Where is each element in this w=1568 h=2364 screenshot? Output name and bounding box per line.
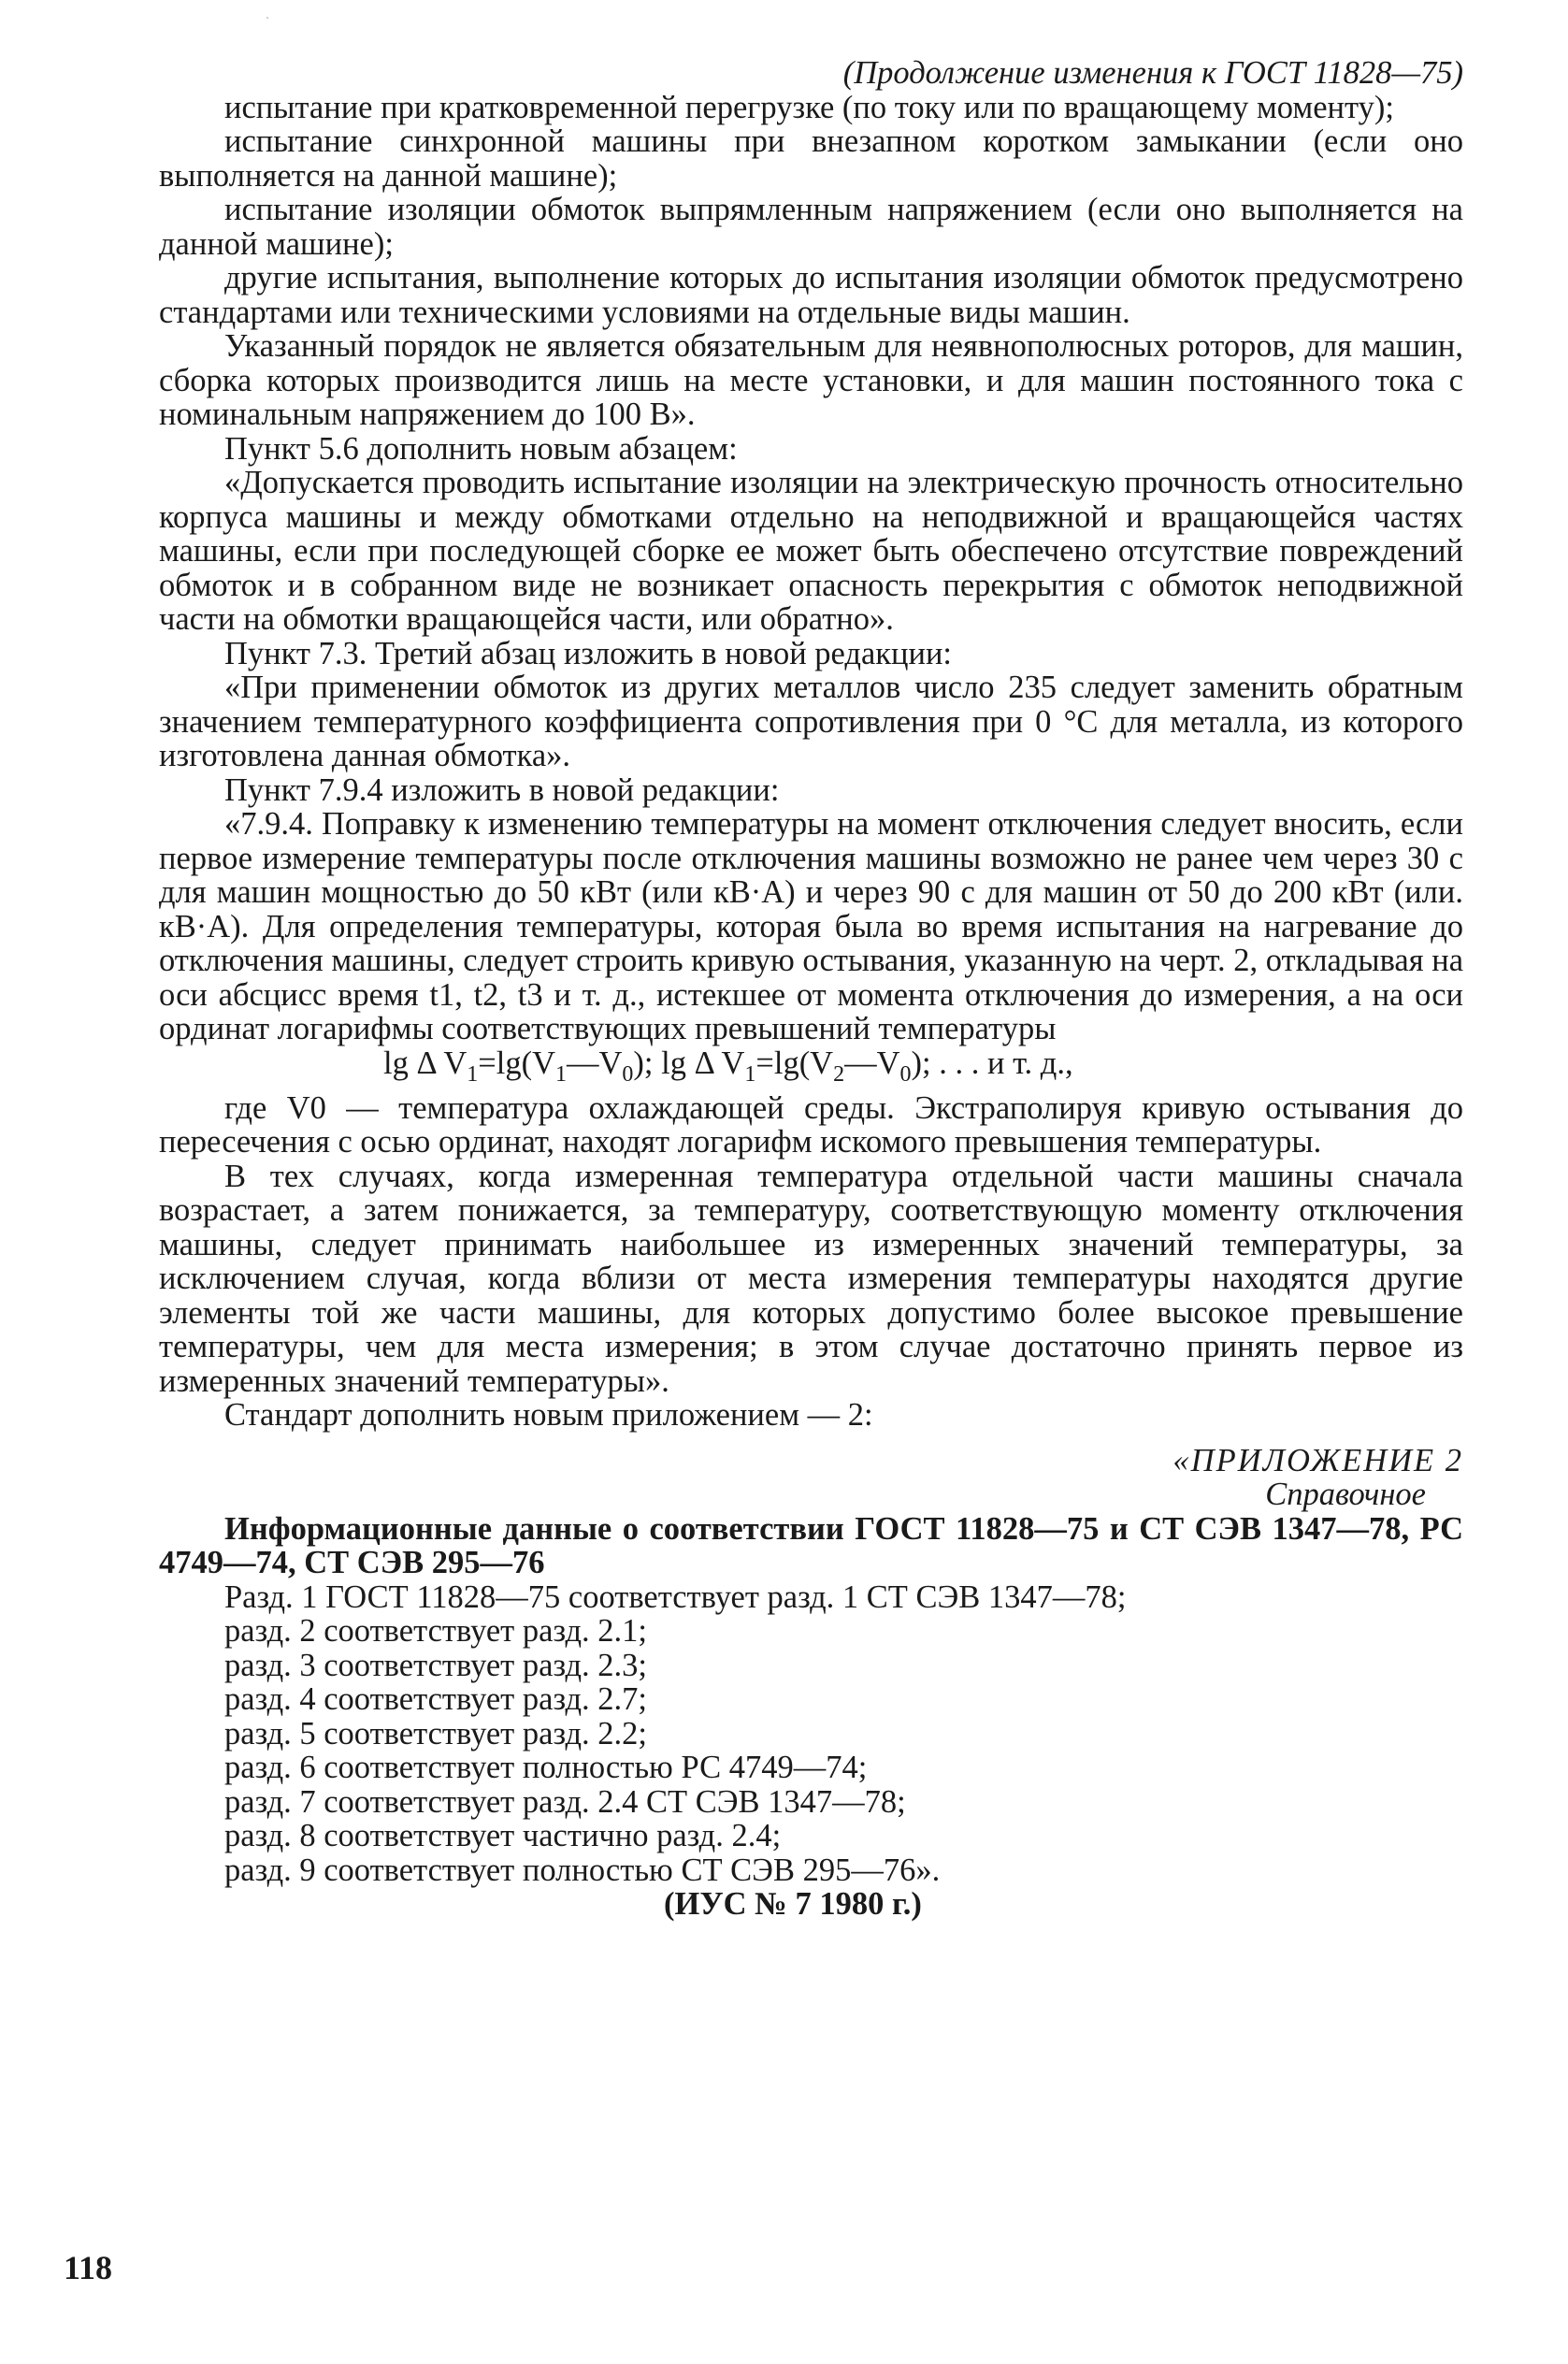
paragraph: «При применении обмоток из других металлов число 235 следует заменить обратным значением температурного коэффициента сопротивления при 0 °С для металла, из которого изготовлена данная обмотка». [159, 670, 1463, 773]
formula-subscript: 1 [467, 1061, 479, 1087]
paragraph: Пункт 7.9.4 изложить в новой редакции: [224, 771, 780, 808]
paragraph: испытание при кратковременной перегрузке (по току или по вращающему моменту); [224, 89, 1394, 125]
list-item: разд. 8 соответствует частично разд. 2.4; [224, 1818, 782, 1854]
appendix-label: «ПРИЛОЖЕНИЕ 2 [1172, 1442, 1463, 1478]
list-item: разд. 2 соответствует разд. 2.1; [224, 1613, 647, 1650]
list-item: разд. 6 соответствует полностью РС 4749—74; [224, 1750, 868, 1786]
continuation-header: (Продолжение изменения к ГОСТ 11828—75) [842, 55, 1463, 91]
formula-subscript: 1 [744, 1061, 756, 1087]
formula [159, 1046, 1463, 1091]
paragraph: «Допускается проводить испытание изоляции на электрическую прочность относительно корпуса машины и между обмотками отдельно на неподвижной и вращающейся частях машины, если при последующей сборке ее может быть обеспечено отсутствие повреждений обмоток и в собранном виде не возникает опасность перекрытия с обмоток неподвижной части на обмотки вращающейся части, или обратно». [159, 465, 1463, 637]
paragraph: В тех случаях, когда измеренная температура отдельной части машины сначала возрастает, а затем понижается, за температуру, соответствующую моменту отключения машины, следует принимать наибольшее из измеренных значений температуры, за исключением случая, когда вблизи от места измерения температуры находятся другие элементы той же части машины, для которых допустимо более высокое превышение температуры, чем для места измерения; в этом случае достаточно принять первое из измеренных значений температуры». [159, 1158, 1463, 1399]
formula-part: ); lg Δ V [633, 1045, 745, 1081]
appendix-list [159, 1580, 1463, 1888]
formula-part: =lg(V [478, 1045, 555, 1081]
list-item: разд. 7 соответствует разд. 2.4 СТ СЭВ 1347—78; [224, 1783, 906, 1820]
list-item: разд. 5 соответствует разд. 2.2; [224, 1715, 647, 1751]
list-item: Разд. 1 ГОСТ 11828—75 соответствует разд. 1 СТ СЭВ 1347—78; [224, 1578, 1127, 1615]
formula-part: —V [567, 1045, 623, 1081]
document-page [159, 56, 1463, 1922]
paragraph: Пункт 7.3. Третий абзац изложить в новой редакции: [224, 635, 953, 671]
source-reference: (ИУС № 7 1980 г.) [664, 1886, 922, 1923]
formula-subscript: 2 [833, 1061, 845, 1087]
formula-subscript: 1 [555, 1061, 567, 1087]
formula-part: —V [844, 1045, 900, 1081]
paragraph: другие испытания, выполнение которых до испытания изоляции обмоток предусмотрено стандартами или техническими условиями на отдельные виды машин. [159, 260, 1463, 330]
paragraph: испытание синхронной машины при внезапном коротком замыкании (если оно выполняется на данной машине); [159, 123, 1463, 194]
appendix-title: Информационные данные о соответствии ГОСТ 11828—75 и СТ СЭВ 1347—78, РС 4749—74, СТ СЭВ 295—76 [159, 1510, 1463, 1581]
scan-speck [266, 17, 268, 19]
paragraph: «7.9.4. Поправку к изменению температуры на момент отключения следует вносить, если первое измерение температуры после отключения машины возможно не ранее чем через 30 с для машин мощностью до 50 кВт (или кВ·А) и через 90 с для машин от 50 до 200 кВт (или. кВ·А). Для определения температуры, которая была во время испытания на нагревание до отключения машины, следует строить кривую остывания, указанную на черт. 2, откладывая на оси абсцисс время t1, t2, t3 и т. д., истекшее от момента отключения до измерения, а на оси ординат логарифмы соответствующих превышений температуры [159, 806, 1464, 1046]
list-item: разд. 4 соответствует разд. 2.7; [224, 1681, 647, 1718]
formula-part: ); . . . и т. д., [911, 1045, 1073, 1081]
paragraph: Указанный порядок не является обязательным для неявнополюсных роторов, для машин, сборка которых производится лишь на месте установки, и для машин постоянного тока с номинальным напряжением до 100 В». [159, 328, 1463, 432]
appendix-note: Справочное [1265, 1477, 1426, 1513]
page-number: 118 [64, 2249, 113, 2286]
formula-subscript: 0 [622, 1061, 634, 1087]
paragraph: Пункт 5.6 дополнить новым абзацем: [224, 430, 738, 467]
formula-part: =lg(V [755, 1045, 834, 1081]
paragraph: испытание изоляции обмоток выпрямленным напряжением (если оно выполняется на данной машине); [159, 192, 1463, 262]
formula-part: lg Δ V [383, 1045, 468, 1081]
paragraph: Стандарт дополнить новым приложением — 2: [224, 1397, 873, 1434]
paragraph: где V0 — температура охлаждающей среды. Экстраполируя кривую остывания до пересечения с осью ординат, находят логарифм искомого превышения температуры. [159, 1089, 1463, 1160]
list-item: разд. 3 соответствует разд. 2.3; [224, 1647, 647, 1683]
list-item: разд. 9 соответствует полностью СТ СЭВ 295—76». [224, 1852, 941, 1888]
formula-subscript: 0 [899, 1061, 912, 1087]
